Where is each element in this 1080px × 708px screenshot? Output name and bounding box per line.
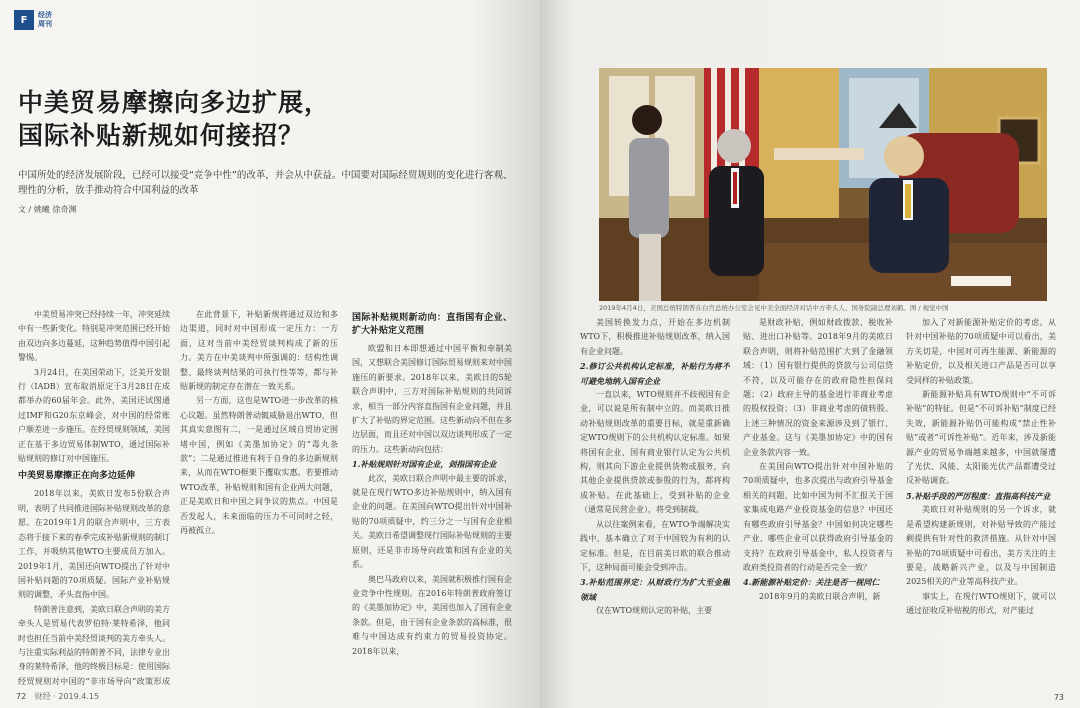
article-headline [18,86,458,152]
paragraph: 欧盟和日本即想通过中国平衡和牵制美国，又想联合美国修订国际贸易规则来对中国施压的新要求。2018年以来，美欧日的5轮联合声明中，三方对国际补贴规则的共同诉求，相当一部分内容直指国有企业问题，并且扩大了补贴的界定范围。这些新动向不但在多边层面，而且还对中国以双边谈判形成了一定的压力。这些新动向包括： [352,344,512,454]
text-column-4 [580,316,730,690]
subsection-heading: 3.补贴范围界定：从财政行为扩大至金融领域 [580,577,730,602]
paragraph: 2018年以来，美欧日发布5份联合声明，表明了共同推进国际补贴规则改革的意愿。在2019年1月的联合声明中，三方表态将于接下来的春季完成补贴新规则的制订工作，并吸纳其他WTO主要成员方加入。2019年1月，美国还向WTO提出了针对中国补贴问题的70项质疑。国际产业补贴规则的调整，矛头直指中国。 [18,489,170,600]
text-column-6 [906,316,1056,690]
subsection-heading: 1.补贴规则针对国有企业，剑指国有企业 [352,459,497,470]
paragraph: 美欧日对补贴规则的另一个诉求，就是希望构建新规则，对补贴导致的产能过剩提供有针对性的救济措施。从针对中国补贴的70项质疑中可看出，美方关注的主要是，战略新兴产业，以及与中国制造2025相关的产业等高科技产业。 [906,505,1056,587]
section-heading: 中美贸易摩擦正在向多边延伸 [18,471,136,482]
paragraph: 中美贸易冲突已经持续一年，冲突延续中有一些新变化。特别是冲突范围已经开始由双边向多边蔓延，这种趋势值得中国引起警惕。 [18,310,170,363]
magazine-logo [14,10,60,30]
text-column-1 [18,308,170,690]
paragraph: 此次，美欧日联合声明中最主要的诉求，就是在现行WTO多边补贴规则中，纳入国有企业的问题。在美国向WTO提出针对中国补贴的70项质疑中，约三分之一与国有企业相关。美欧日希望调整现行国际补贴规则的主要原则，还是非市场导向政策和国有企业的关系。 [352,473,512,570]
paragraph: 从以往案例来看，在WTO争端解决实践中，基本确立了对于中国较为有利的认定标准。但是，在目前美日欧的联合推动下，这种局面可能会受到冲击。 [580,519,730,572]
section-heading: 国际补贴规则新动向：直指国有企业、扩大补贴定义范围 [352,313,512,336]
text-column-5 [743,316,893,690]
left-page-folio [16,691,99,702]
logo-mark-icon: F [14,10,34,30]
right-page [540,0,1080,708]
meeting-photo-illustration [599,68,1047,301]
subsection-heading: 5.补贴手段的严厉程度：直指高科技产业 [906,490,1051,501]
paragraph: 事实上，在现行WTO规则下，就可以通过征收反补贴税的形式，对产能过 [906,591,1056,616]
paragraph: 一直以来，WTO规则并不歧视国有企业，可以说是所有制中立的。而美欧日推动补贴规则改革的重要目标，就是重新确定WTO规则下的公共机构认定标准。如果将国有企业、国有商业银行认定为公共机构，则其向下游企业提供货物或服务，向其他企业提供贷款或参股的行为，都将构成补贴。在此基础上，受到补贴的企业（通常是民营企业），将受到制裁。 [580,390,730,515]
paragraph: 是财政补贴，例如财政拨款、税收补贴、进出口补贴等。2018年9月的美欧日联合声明，则将补贴范围扩大到了金融领域：（1）国有银行提供的贷款与公司信贷不符，以及可能存在的政府隐性担保问题；（2）政府主导的基金进行非商业考虑的股权投资；（3）非商业考虑的债转股。上述三种情况的资金来源涉及到了银行、产业基金。这与《美墨加协定》中的国有企业条款内容一致。 [743,318,893,457]
paragraph: 另一方面，这也是WTO进一步改革的核心议题。虽然特朗普动辄威胁退出WTO，但其真实意图有二，一是通过区域自贸协定围堵中国，例如《美墨加协定》的“毒丸条款”；二是通过推进有利于自身的多边新规则来，从而在WTO框架下攫取实惠。若要推动WTO改革，补贴规则和国有企业两大问题，正是美欧日和中国之间争议的焦点。中国是否发起人，未来面临的压力不可同时之轻，再被孤立。 [180,396,338,536]
article-lead: 中国所处的经济发展阶段，已经可以接受“竞争中性”的改革，并会从中获益。中国要对国际经贸规则的变化进行客观、理性的分析，放手推动符合中国利益的改革 [18,170,513,196]
text-column-2 [180,308,338,690]
logo-text: 经济 周刊 [38,11,52,28]
paragraph: 2018年9月的美欧日联合声明，新 [759,591,881,601]
paragraph: 奥巴马政府以来，美国就积极推行国有企业竞争中性规则。在2016年特朗普政府签订的《美墨加协定》中，美国也加入了国有企业条款。但是，由于国有企业条款的高标准，很难与中国达成有约束力的贸易投资协定。2018年以来， [352,574,512,656]
left-page-number: 72 [16,692,27,701]
photo-caption: 2019年4月4日，美国总统特朗普在白宫总统办公室会见中美全面经济对话中方牵头人、国务院副总理刘鹤。图 / 视觉中国 [599,304,949,312]
paragraph: 新能源补贴具有WTO规则中“不可诉补贴”的特征。但是“不可诉补贴”制度已经失效，新能源补贴仍可能构成“禁止性补贴”或者“可诉性补贴”。近年来，涉及新能源产业的贸易争端越来越多，中国就屡遭了光伏、风能、太阳能光伏产品都遭受过反补贴调查。 [906,390,1056,486]
headline-line-2: 国际补贴新规如何接招？ [18,121,305,150]
byline: 文 / 姚曦 徐奇渊 [18,205,77,214]
paragraph: 3月24日，在美国荣动下，泛美开发银行（IADB）宣布取消原定于3月28日在成都举办的60届年会。此外，美国还试图通过IMF和G20东京峰会，对中国的经常账户顺差进一步施压。在经贸规则领域，美国正在基于多边贸易体制WTO，通过国际补贴规则的修订对中国施压。 [18,367,170,464]
subsection-heading: 2.修订公共机构认定标准，补贴行为将不可避免地纳入国有企业 [580,361,730,386]
paragraph: 仅在WTO规则认定的补贴，主要 [596,606,713,616]
left-issue-label: 财经 · 2019.4.15 [34,692,100,701]
paragraph: 美国转换发力点，开始在多边机制WTO下，积极推进补贴规则改革，纳入国有企业问题。 [580,318,730,356]
article-photo [599,68,1047,301]
subsection-heading: 4.新能源补贴定价：关注是否一视同仁 [743,577,880,588]
text-column-3 [352,308,512,690]
paragraph: 在此背景下，补贴新规将通过双边和多边渠道，同时对中国形成一定压力：一方面，这对当前中美经贸谈判构成了新的压力。美方在中美谈判中所强调的：结构性调整、最终谈判结果的可执行性等等，都与补贴新规的制定存在潜在一致关系。 [180,310,338,392]
paragraph: 在美国向WTO提出针对中国补贴的70项质疑中，也多次提出与政府引导基金相关的问题，比如中国为何不汇报关于国家集成电路产业投资基金的信息？中国还有哪些政府引导基金？中国如何决定哪些产业、哪些企业可以获得政府引导基金的支持？在政府引导基金中，私人投资者与政府类投资者的行动是否完全一致？ [743,462,893,572]
paragraph: 加入了对新能源补贴定价的考虑。从针对中国补贴的70项质疑中可以看出，美方关切是，中国对可再生能源、新能源的补贴定价，以及相关进口产品是否可以享受同样的补贴政策。 [906,318,1056,385]
headline-line-1: 中美贸易摩擦向多边扩展， [18,88,331,117]
right-page-number: 73 [1053,693,1064,702]
paragraph: 特朗普注意到，美欧日联合声明的美方牵头人是贸易代表罗伯特·莱特希泽，他同时也担任当前中美经贸谈判的美方牵头人。与注重实际利益的特朗普不同，法律专业出身的莱特希泽，他的终极目标是：使用国际经贸规则对中国的“非市场导向”政策形成 [18,604,170,686]
